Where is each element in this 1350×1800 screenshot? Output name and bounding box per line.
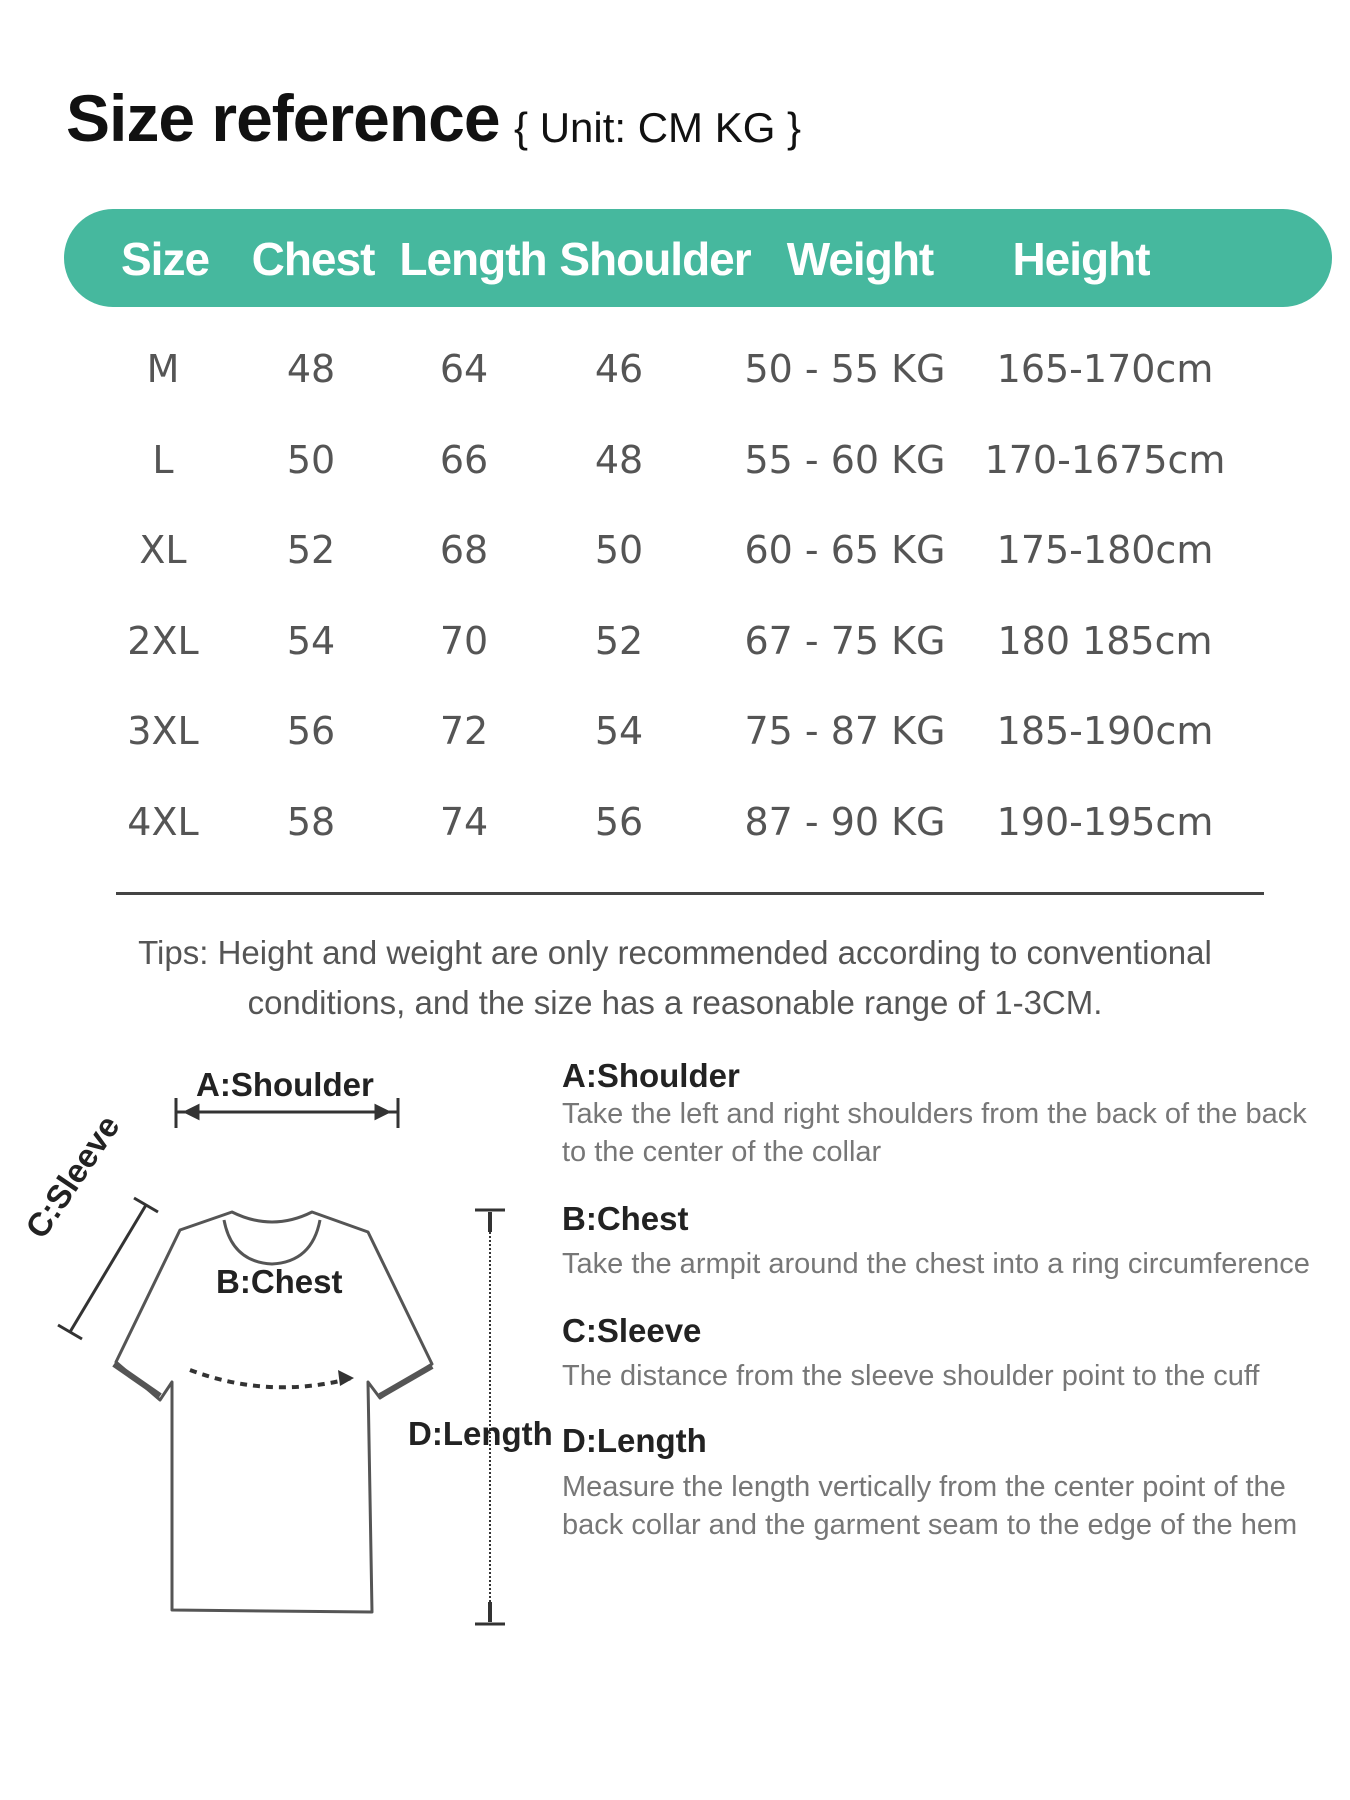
cell-shoulder: 54 [594,709,644,753]
header-shoulder: Shoulder [559,233,751,285]
cell-length: 70 [439,619,489,663]
cell-weight: 60 - 65 KG [744,528,946,572]
cell-size: 4XL [127,800,199,844]
header-chest: Chest [251,233,375,285]
cell-weight: 50 - 55 KG [744,347,946,391]
cell-shoulder: 52 [594,619,644,663]
unit-label: { Unit: CM KG } [514,104,802,151]
cell-chest: 52 [286,528,336,572]
cell-shoulder: 56 [594,800,644,844]
cell-shoulder: 48 [594,438,644,482]
chest-measure-icon [190,1370,352,1387]
desc-sleeve-title: C:Sleeve [562,1312,702,1349]
diagram-shoulder-label: A:Shoulder [196,1066,374,1103]
header-length: Length [399,233,547,285]
cell-size: 3XL [127,709,199,753]
desc-length-text: Measure the length vertically from the center point of the back collar and the garment seam to the edge of the hem [562,1471,1298,1541]
diagram-length-label: D:Length [408,1415,553,1452]
diagram-chest-label: B:Chest [216,1263,343,1300]
cell-length: 66 [439,438,489,482]
header-size: Size [120,233,210,285]
cell-shoulder: 50 [594,528,644,572]
cell-height: 170-1675cm [984,438,1226,482]
cell-weight: 87 - 90 KG [744,800,946,844]
desc-shoulder-title: A:Shoulder [562,1057,740,1094]
cell-chest: 56 [286,709,336,753]
diagram-sleeve-label: C:Sleeve [18,1108,127,1245]
cell-chest: 48 [286,347,336,391]
chest-arrow-icon [338,1370,354,1386]
cell-weight: 75 - 87 KG [744,709,946,753]
cell-shoulder: 46 [594,347,644,391]
cell-length: 74 [439,800,489,844]
cell-chest: 54 [286,619,336,663]
header-height: Height [1012,233,1150,285]
divider [116,892,1264,895]
tips-line-2: conditions, and the size has a reasonable range of 1-3CM. [247,984,1103,1021]
tips-line-1: Tips: Height and weight are only recommended according to conventional [138,934,1212,971]
desc-length-title: D:Length [562,1422,707,1459]
desc-chest-text: Take the armpit around the chest into a ring circumference [562,1248,1310,1280]
cell-height: 165-170cm [996,347,1214,391]
cell-size: M [146,347,180,391]
header-weight: Weight [786,233,934,285]
cell-chest: 58 [286,800,336,844]
cell-chest: 50 [286,438,336,482]
cell-height: 185-190cm [996,709,1214,753]
cell-length: 72 [439,709,489,753]
cell-size: 2XL [127,619,199,663]
cell-height: 190-195cm [996,800,1214,844]
desc-shoulder-text: Take the left and right shoulders from the back of the back to the center of the collar [562,1098,1307,1168]
desc-sleeve-text: The distance from the sleeve shoulder point to the cuff [562,1360,1260,1392]
sleeve-measure-icon [58,1198,158,1339]
cell-size: L [152,438,174,482]
cell-length: 68 [439,528,489,572]
cell-length: 64 [439,347,489,391]
cell-size: XL [139,528,187,572]
cell-height: 175-180cm [996,528,1214,572]
page-title: Size reference [66,81,500,155]
cell-height: 180 185cm [997,619,1213,663]
cell-weight: 55 - 60 KG [744,438,946,482]
cell-weight: 67 - 75 KG [744,619,946,663]
desc-chest-title: B:Chest [562,1200,689,1237]
